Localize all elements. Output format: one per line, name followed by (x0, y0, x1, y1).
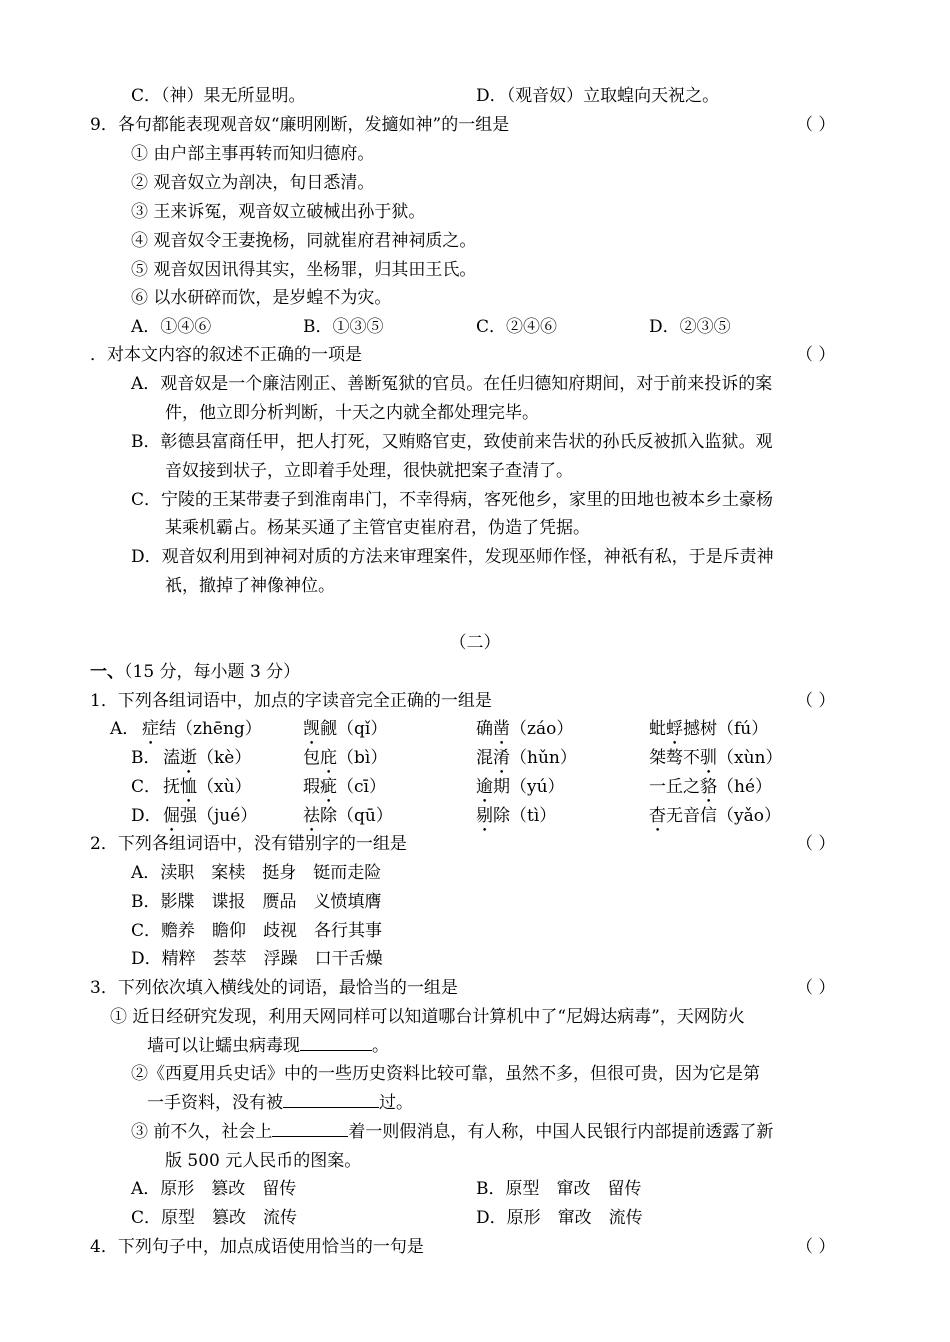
q1-option-b-word3: 混淆（hǔn） (476, 748, 577, 768)
q3-option-d: D．原形 窜改 流传 (476, 1208, 643, 1228)
q9-option-a: A．①④⑥ (131, 317, 212, 337)
q3-item1-line2: 墙可以让蠕虫病毒现 。 (147, 1036, 389, 1056)
q1-option-d-word1: 倔强（jué） (163, 806, 258, 826)
q1-option-b-word2: 包庇（bì） (303, 748, 388, 768)
q10-option-a-line2: 件，他立即分析判断，十天之内就全都处理完毕。 (165, 403, 539, 423)
q2-stem: 2．下列各组词语中，没有错别字的一组是 (90, 834, 407, 854)
q3-item2-line1: ②《西夏用兵史话》中的一些历史资料比较可靠，虽然不多，但很可贵，因为它是第 (131, 1064, 760, 1084)
q1-answer-paren: （ ） (796, 691, 836, 711)
q1-option-d-word2: 祛除（qū） (303, 806, 393, 826)
q2-option-a: A．渎职 案椟 挺身 铤而走险 (131, 863, 382, 883)
q1-option-d-word3: 剔除（tì） (476, 806, 557, 826)
q9-item-6: ⑥ 以水研碎而饮，是岁蝗不为灾。 (131, 288, 392, 308)
q3-option-c: C．原型 篡改 流传 (131, 1208, 298, 1228)
q10-option-a-line1: A．观音奴是一个廉洁刚正、善断冤狱的官员。在任归德知府期间，对于前来投诉的案 (131, 374, 773, 394)
q9-option-d: D．②③⑤ (649, 317, 731, 337)
q2-option-b: B．影牒 谍报 赝品 义愤填膺 (131, 892, 382, 912)
q9-item-2: ② 观音奴立为剖决，旬日悉清。 (131, 173, 375, 193)
q3-blank-2 (283, 1091, 379, 1108)
q9-item-3: ③ 王来诉冤，观音奴立破械出孙于狱。 (131, 202, 426, 222)
q10-answer-paren: （ ） (796, 345, 836, 365)
q9-option-b: B．①③⑤ (303, 317, 384, 337)
q4-stem: 4．下列句子中，加点成语使用恰当的一句是 (90, 1237, 424, 1257)
q1-option-a-label: A． (110, 719, 140, 739)
q2-option-d: D．精粹 荟萃 浮躁 口干舌燥 (131, 949, 383, 969)
q3-item3-line1: ③ 前不久，社会上 着一则假消息，有人称，中国人民银行内部提前透露了新 (131, 1122, 774, 1142)
q1-option-b-word1: 溘逝（kè） (163, 748, 252, 768)
q1-option-c-word3: 逾期（yú） (476, 777, 565, 797)
q3-answer-paren: （ ） (796, 978, 836, 998)
q1-option-c-word2: 瑕疵（cī） (303, 777, 386, 797)
q3-item3-line2: 版 500 元人民币的图案。 (165, 1151, 362, 1171)
part-number: 一、 (90, 662, 124, 682)
part-description: （15 分，每小题 3 分） (124, 662, 301, 682)
q1-stem: 1．下列各组词语中，加点的字读音完全正确的一组是 (90, 691, 492, 711)
q9-item-1: ① 由户部主事再转而知归德府。 (131, 144, 375, 164)
q1-option-c-label: C． (131, 777, 162, 797)
q3-stem: 3．下列依次填入横线处的词语，最恰当的一组是 (90, 978, 458, 998)
q1-option-a-word3: 确凿（záo） (476, 719, 574, 739)
q10-option-d-line1: D．观音奴利用到神祠对质的方法来审理案件，发现巫师作怪，神祇有私，于是斥责神 (131, 547, 774, 567)
q1-option-b-label: B． (131, 748, 161, 768)
q9-answer-paren: （ ） (796, 115, 836, 135)
q10-option-b-line1: B．彰德县富商任甲，把人打死，又贿赂官吏，致使前来告状的孙氏反被抓入监狱。观 (131, 432, 773, 452)
q3-blank-1 (300, 1034, 372, 1051)
q1-option-d-label: D． (131, 806, 162, 826)
q1-option-d-word4: 杳无音信（yǎo） (649, 806, 781, 826)
q4-answer-paren: （ ） (796, 1237, 836, 1257)
q2-option-c: C．赡养 瞻仰 歧视 各行其事 (131, 921, 383, 941)
q1-option-a-word4: 蚍蜉撼树（fú） (649, 719, 769, 739)
q9-stem: 9．各句都能表现观音奴“廉明刚断，发擿如神”的一组是 (90, 115, 510, 135)
q10-option-c-line1: C．宁陵的王某带妻子到淮南串门，不幸得病，客死他乡，家里的田地也被本乡土豪杨 (131, 490, 774, 510)
q3-item2-line2: 一手资料，没有被 过。 (147, 1093, 413, 1113)
q10-stem: ．对本文内容的叙述不正确的一项是 (90, 345, 362, 365)
q3-option-a: A．原形 篡改 留传 (131, 1179, 297, 1199)
q1-option-c-word4: 一丘之貉（hé） (649, 777, 773, 797)
q8-option-c: C．（神）果无所显明。 (131, 86, 306, 106)
q1-option-c-word1: 抚恤（xù） (163, 777, 252, 797)
q8-option-d: D．（观音奴）立取蝗向天祝之。 (476, 86, 720, 106)
q3-blank-3 (272, 1120, 348, 1137)
q3-option-b: B．原型 窜改 留传 (476, 1179, 642, 1199)
q1-option-a-word2: 觊觎（qǐ） (303, 719, 388, 739)
q1-option-b-word4: 桀骜不驯（xùn） (649, 748, 783, 768)
section-title: （二） (449, 633, 501, 653)
q9-item-5: ⑤ 观音奴因讯得其实，坐杨罪，归其田王氏。 (131, 260, 477, 280)
q9-option-c: C．②④⑥ (476, 317, 558, 337)
q9-item-4: ④ 观音奴令王妻挽杨，同就崔府君神祠质之。 (131, 231, 477, 251)
q2-answer-paren: （ ） (796, 834, 836, 854)
q10-option-b-line2: 音奴接到状子，立即着手处理，很快就把案子查清了。 (165, 461, 573, 481)
part-heading (90, 660, 300, 684)
q10-option-d-line2: 祇，撤掉了神像神位。 (165, 576, 335, 596)
q3-item1-line1: ① 近日经研究发现，利用天网同样可以知道哪台计算机中了“尼姆达病毒”，天网防火 (110, 1007, 745, 1027)
q1-option-a-word1: 症结（zhēng） (142, 719, 262, 739)
q10-option-c-line2: 某乘机霸占。杨某买通了主管官吏崔府君，伪造了凭据。 (165, 518, 590, 538)
